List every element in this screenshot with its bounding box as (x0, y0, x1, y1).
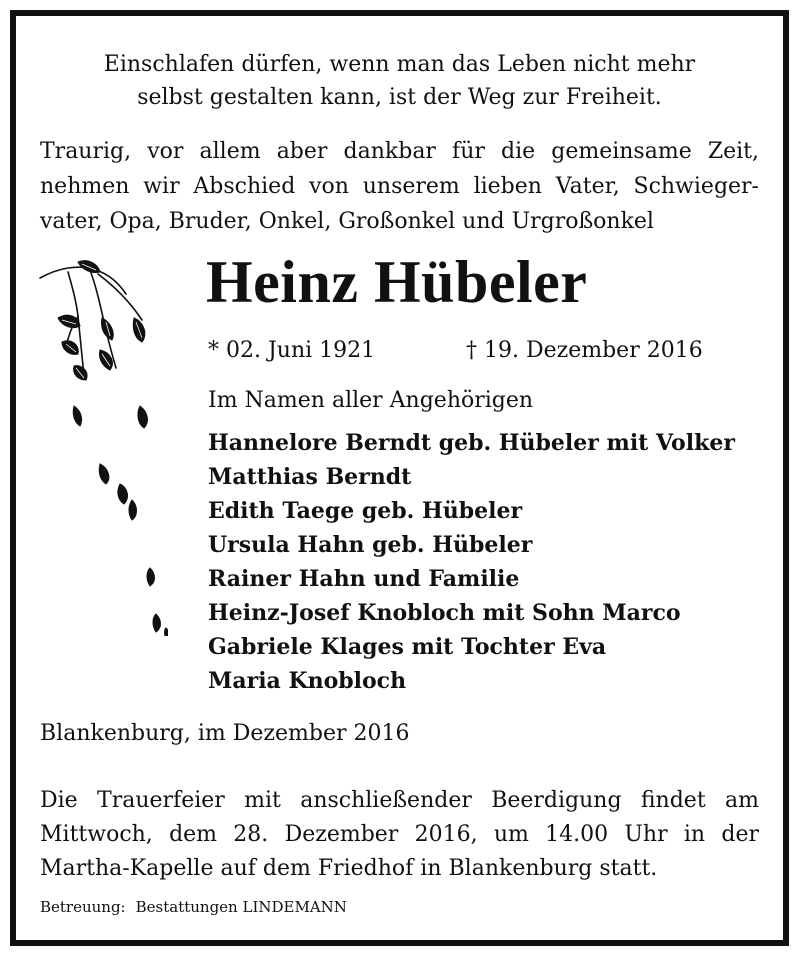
funeral-line: Mittwoch, dem 28. Dezember 2016, um 14.00 Uhr in der (40, 822, 759, 847)
motto-line: Einschlafen dürfen, wenn man das Leben nicht mehr (103, 52, 696, 77)
mourner-name: Ursula Hahn geb. Hübeler (208, 532, 533, 558)
mourner-name: Maria Knobloch (208, 668, 407, 694)
mourner-name: Hannelore Berndt geb. Hübeler mit Volker (208, 430, 735, 456)
intro-line: vater, Opa, Bruder, Onkel, Großonkel und Urgroßonkel (40, 209, 654, 234)
intro-text (40, 134, 759, 239)
motto (16, 48, 783, 114)
mourner-name: Edith Taege geb. Hübeler (208, 498, 523, 524)
intro-line: nehmen wir Abschied von unserem lieben Vater, Schwieger- (40, 174, 759, 199)
death-date: † 19. Dezember 2016 (466, 338, 703, 363)
funeral-line: Martha-Kapelle auf dem Friedhof in Blankenburg statt. (40, 856, 658, 881)
funeral-notice (40, 784, 759, 886)
funeral-home-credit (40, 898, 347, 916)
birch-leaves-illustration (38, 256, 168, 636)
birth-date: * 02. Juni 1921 (208, 338, 376, 363)
care-label: Betreuung: (40, 898, 126, 916)
funeral-line: Die Trauerfeier mit anschließender Beerdigung findet am (40, 788, 759, 813)
in-name-of: Im Namen aller Angehörigen (208, 388, 534, 413)
deceased-name: Heinz Hübeler (206, 249, 588, 315)
life-dates (208, 338, 703, 363)
intro-line: Traurig, vor allem aber dankbar für die gemeinsame Zeit, (40, 139, 759, 164)
mourner-name: Gabriele Klages mit Tochter Eva (208, 634, 607, 660)
mourner-name: Rainer Hahn und Familie (208, 566, 520, 592)
care-company: Bestattungen LINDEMANN (135, 898, 347, 916)
mourners-list (208, 426, 735, 698)
motto-line: selbst gestalten kann, ist der Weg zur Freiheit. (137, 85, 662, 110)
obituary-frame (10, 10, 789, 946)
place-date: Blankenburg, im Dezember 2016 (40, 721, 410, 746)
mourner-name: Heinz-Josef Knobloch mit Sohn Marco (208, 600, 681, 626)
mourner-name: Matthias Berndt (208, 464, 412, 490)
